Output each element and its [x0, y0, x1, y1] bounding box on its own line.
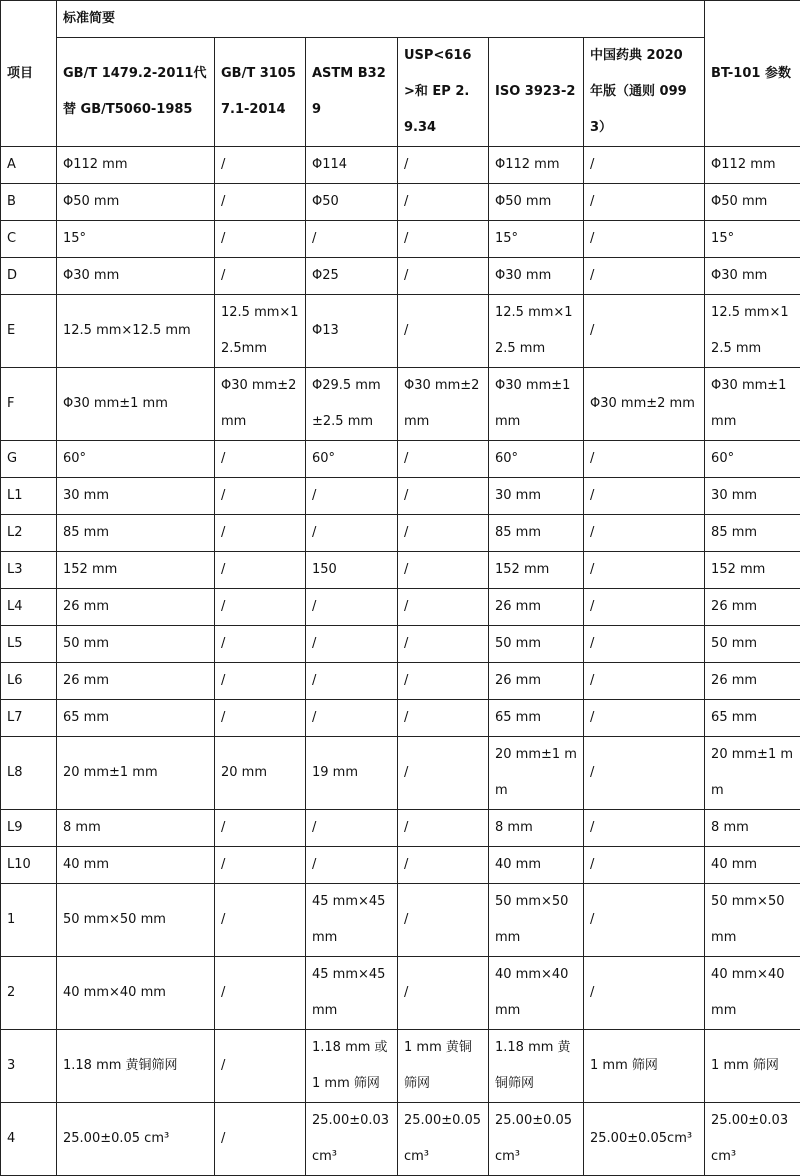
- table-cell: /: [215, 810, 306, 847]
- row-label: F: [1, 368, 57, 441]
- table-cell: 26 mm: [489, 663, 584, 700]
- table-cell: /: [306, 663, 398, 700]
- table-cell: 40 mm: [57, 847, 215, 884]
- table-cell: /: [584, 184, 705, 221]
- table-cell: 150: [306, 552, 398, 589]
- table-row: [1, 184, 800, 221]
- table-cell: /: [306, 515, 398, 552]
- table-cell: /: [215, 147, 306, 184]
- table-cell: /: [398, 663, 489, 700]
- table-cell: 30 mm: [57, 478, 215, 515]
- table-cell: Φ112 mm: [57, 147, 215, 184]
- table-cell: /: [584, 847, 705, 884]
- table-cell: 25.00±0.05cm³: [398, 1103, 489, 1176]
- standard-header: 中国药典 2020 年版（通则 0993）: [584, 38, 705, 147]
- table-cell: /: [584, 147, 705, 184]
- table-cell: 30 mm: [705, 478, 800, 515]
- table-cell: /: [398, 589, 489, 626]
- table-cell: /: [584, 441, 705, 478]
- table-cell: 40 mm: [489, 847, 584, 884]
- table-cell: /: [398, 147, 489, 184]
- table-cell: /: [584, 295, 705, 368]
- row-label: L1: [1, 478, 57, 515]
- table-cell: 50 mm: [489, 626, 584, 663]
- row-label: D: [1, 258, 57, 295]
- table-row: [1, 147, 800, 184]
- table-cell: 45 mm×45 mm: [306, 884, 398, 957]
- table-cell: /: [215, 1103, 306, 1176]
- table-cell: 20 mm±1 mm: [489, 737, 584, 810]
- table-cell: 152 mm: [57, 552, 215, 589]
- table-cell: 12.5 mm×12.5 mm: [57, 295, 215, 368]
- table-row: [1, 295, 800, 368]
- table-cell: /: [306, 626, 398, 663]
- table-cell: /: [306, 847, 398, 884]
- table-cell: 1 mm 筛网: [705, 1030, 800, 1103]
- table-cell: 8 mm: [705, 810, 800, 847]
- table-cell: /: [306, 810, 398, 847]
- table-row: [1, 810, 800, 847]
- table-cell: Φ30 mm±2 mm: [584, 368, 705, 441]
- table-cell: 40 mm×40 mm: [57, 957, 215, 1030]
- row-label: G: [1, 441, 57, 478]
- row-label: L2: [1, 515, 57, 552]
- table-row: [1, 478, 800, 515]
- table-row: [1, 700, 800, 737]
- table-cell: 60°: [57, 441, 215, 478]
- table-cell: Φ25: [306, 258, 398, 295]
- table-cell: 12.5 mm×12.5mm: [215, 295, 306, 368]
- row-label: L9: [1, 810, 57, 847]
- table-cell: /: [398, 737, 489, 810]
- table-cell: 50 mm: [57, 626, 215, 663]
- table-cell: 65 mm: [705, 700, 800, 737]
- table-cell: 8 mm: [57, 810, 215, 847]
- table-cell: /: [584, 589, 705, 626]
- table-cell: /: [306, 589, 398, 626]
- table-cell: 85 mm: [705, 515, 800, 552]
- row-label: L3: [1, 552, 57, 589]
- table-cell: Φ30 mm±1 mm: [57, 368, 215, 441]
- table-cell: /: [584, 515, 705, 552]
- table-cell: Φ30 mm±2 mm: [398, 368, 489, 441]
- table-cell: 25.00±0.05 cm³: [57, 1103, 215, 1176]
- table-cell: /: [398, 515, 489, 552]
- standard-header: USP<616>和 EP 2.9.34: [398, 38, 489, 147]
- table-cell: /: [398, 258, 489, 295]
- table-cell: /: [215, 700, 306, 737]
- table-cell: /: [398, 957, 489, 1030]
- table-cell: 40 mm×40 mm: [489, 957, 584, 1030]
- table-cell: 60°: [705, 441, 800, 478]
- table-cell: /: [584, 884, 705, 957]
- table-cell: Φ29.5 mm±2.5 mm: [306, 368, 398, 441]
- table-row: [1, 663, 800, 700]
- table-row: [1, 368, 800, 441]
- row-label: A: [1, 147, 57, 184]
- table-cell: /: [584, 663, 705, 700]
- table-cell: 152 mm: [705, 552, 800, 589]
- table-cell: /: [215, 589, 306, 626]
- row-label: 1: [1, 884, 57, 957]
- table-row: [1, 1030, 800, 1103]
- standards-group-header: 标准简要: [57, 1, 705, 38]
- table-cell: 40 mm: [705, 847, 800, 884]
- table-cell: 65 mm: [57, 700, 215, 737]
- table-cell: 15°: [489, 221, 584, 258]
- table-cell: 45 mm×45 mm: [306, 957, 398, 1030]
- table-header: [1, 1, 800, 147]
- row-label: L5: [1, 626, 57, 663]
- table-cell: /: [215, 258, 306, 295]
- table-cell: /: [215, 1030, 306, 1103]
- row-label: 2: [1, 957, 57, 1030]
- table-cell: /: [215, 221, 306, 258]
- table-row: [1, 884, 800, 957]
- table-cell: 65 mm: [489, 700, 584, 737]
- row-label: L7: [1, 700, 57, 737]
- table-row: [1, 1103, 800, 1176]
- table-cell: /: [584, 737, 705, 810]
- table-cell: 152 mm: [489, 552, 584, 589]
- table-row: [1, 515, 800, 552]
- table-cell: 1.18 mm 黄铜筛网: [57, 1030, 215, 1103]
- table-row: [1, 847, 800, 884]
- table-cell: 25.00±0.05cm³: [584, 1103, 705, 1176]
- table-cell: 25.00±0.03 cm³: [705, 1103, 800, 1176]
- table-row: [1, 589, 800, 626]
- table-cell: /: [398, 626, 489, 663]
- table-cell: /: [215, 184, 306, 221]
- table-cell: 85 mm: [57, 515, 215, 552]
- row-label: L8: [1, 737, 57, 810]
- table-cell: 50 mm: [705, 626, 800, 663]
- table-cell: Φ112 mm: [489, 147, 584, 184]
- table-cell: /: [398, 810, 489, 847]
- table-cell: /: [584, 258, 705, 295]
- table-row: [1, 552, 800, 589]
- table-cell: Φ50 mm: [705, 184, 800, 221]
- table-cell: 60°: [306, 441, 398, 478]
- table-cell: 1.18 mm 黄铜筛网: [489, 1030, 584, 1103]
- table-cell: 40 mm×40 mm: [705, 957, 800, 1030]
- table-cell: 1 mm 黄铜筛网: [398, 1030, 489, 1103]
- row-label: C: [1, 221, 57, 258]
- table-cell: /: [584, 700, 705, 737]
- table-cell: 1 mm 筛网: [584, 1030, 705, 1103]
- standard-header: GB/T 3105 7.1-2014: [215, 38, 306, 147]
- table-cell: /: [215, 441, 306, 478]
- row-label: 3: [1, 1030, 57, 1103]
- table-cell: /: [398, 184, 489, 221]
- table-cell: /: [584, 810, 705, 847]
- table-cell: Φ13: [306, 295, 398, 368]
- table-cell: /: [584, 221, 705, 258]
- table-cell: Φ112 mm: [705, 147, 800, 184]
- table-cell: /: [398, 700, 489, 737]
- row-label: B: [1, 184, 57, 221]
- table-cell: 50 mm×50 mm: [705, 884, 800, 957]
- table-cell: /: [398, 552, 489, 589]
- row-label: 4: [1, 1103, 57, 1176]
- table-cell: 12.5 mm×12.5 mm: [489, 295, 584, 368]
- table-row: [1, 626, 800, 663]
- table-cell: /: [215, 847, 306, 884]
- table-cell: 1.18 mm 或 1 mm 筛网: [306, 1030, 398, 1103]
- table-cell: 26 mm: [57, 663, 215, 700]
- table-cell: 20 mm: [215, 737, 306, 810]
- table-cell: /: [215, 663, 306, 700]
- table-row: [1, 737, 800, 810]
- standard-header: ISO 3923-2: [489, 38, 584, 147]
- table-cell: 50 mm×50 mm: [57, 884, 215, 957]
- table-cell: /: [306, 221, 398, 258]
- table-cell: 26 mm: [705, 589, 800, 626]
- table-cell: 30 mm: [489, 478, 584, 515]
- row-label: L10: [1, 847, 57, 884]
- table-cell: 85 mm: [489, 515, 584, 552]
- table-cell: /: [215, 552, 306, 589]
- table-cell: 20 mm±1 mm: [57, 737, 215, 810]
- table-cell: /: [306, 478, 398, 515]
- table-cell: /: [398, 295, 489, 368]
- table-cell: 15°: [705, 221, 800, 258]
- table-cell: /: [398, 221, 489, 258]
- table-cell: 25.00±0.05 cm³: [489, 1103, 584, 1176]
- bt101-column-header: BT-101 参数: [705, 1, 800, 147]
- table-cell: /: [215, 957, 306, 1030]
- table-cell: Φ30 mm±1 mm: [489, 368, 584, 441]
- table-row: [1, 258, 800, 295]
- table-cell: Φ30 mm: [57, 258, 215, 295]
- table-cell: 26 mm: [489, 589, 584, 626]
- table-cell: /: [584, 478, 705, 515]
- table-cell: /: [584, 957, 705, 1030]
- table-cell: Φ30 mm±2 mm: [215, 368, 306, 441]
- table-cell: Φ30 mm±1 mm: [705, 368, 800, 441]
- table-cell: /: [398, 441, 489, 478]
- table-row: [1, 957, 800, 1030]
- table-cell: /: [215, 515, 306, 552]
- table-cell: 8 mm: [489, 810, 584, 847]
- table-row: [1, 441, 800, 478]
- table-cell: /: [215, 884, 306, 957]
- table-cell: /: [584, 626, 705, 663]
- table-cell: /: [584, 552, 705, 589]
- table-cell: /: [215, 478, 306, 515]
- table-cell: Φ114: [306, 147, 398, 184]
- table-cell: /: [306, 700, 398, 737]
- standard-header: GB/T 1479.2-2011代替 GB/T5060-1985: [57, 38, 215, 147]
- table-cell: 20 mm±1 mm: [705, 737, 800, 810]
- standard-header: ASTM B329: [306, 38, 398, 147]
- table-cell: /: [398, 478, 489, 515]
- table-cell: 26 mm: [57, 589, 215, 626]
- table-cell: 50 mm×50 mm: [489, 884, 584, 957]
- table-cell: 26 mm: [705, 663, 800, 700]
- table-cell: /: [398, 847, 489, 884]
- table-cell: 12.5 mm×12.5 mm: [705, 295, 800, 368]
- row-label: L4: [1, 589, 57, 626]
- table-cell: Φ50 mm: [489, 184, 584, 221]
- table-cell: 19 mm: [306, 737, 398, 810]
- row-label: L6: [1, 663, 57, 700]
- table-cell: /: [398, 884, 489, 957]
- table-cell: Φ50: [306, 184, 398, 221]
- table-cell: 15°: [57, 221, 215, 258]
- table-cell: Φ30 mm: [489, 258, 584, 295]
- table-cell: 25.00±0.03 cm³: [306, 1103, 398, 1176]
- table-cell: 60°: [489, 441, 584, 478]
- table-body: [1, 147, 800, 1176]
- table-cell: /: [215, 626, 306, 663]
- table-cell: Φ50 mm: [57, 184, 215, 221]
- row-label: E: [1, 295, 57, 368]
- item-column-header: 项目: [1, 1, 57, 147]
- table-cell: Φ30 mm: [705, 258, 800, 295]
- table-row: [1, 221, 800, 258]
